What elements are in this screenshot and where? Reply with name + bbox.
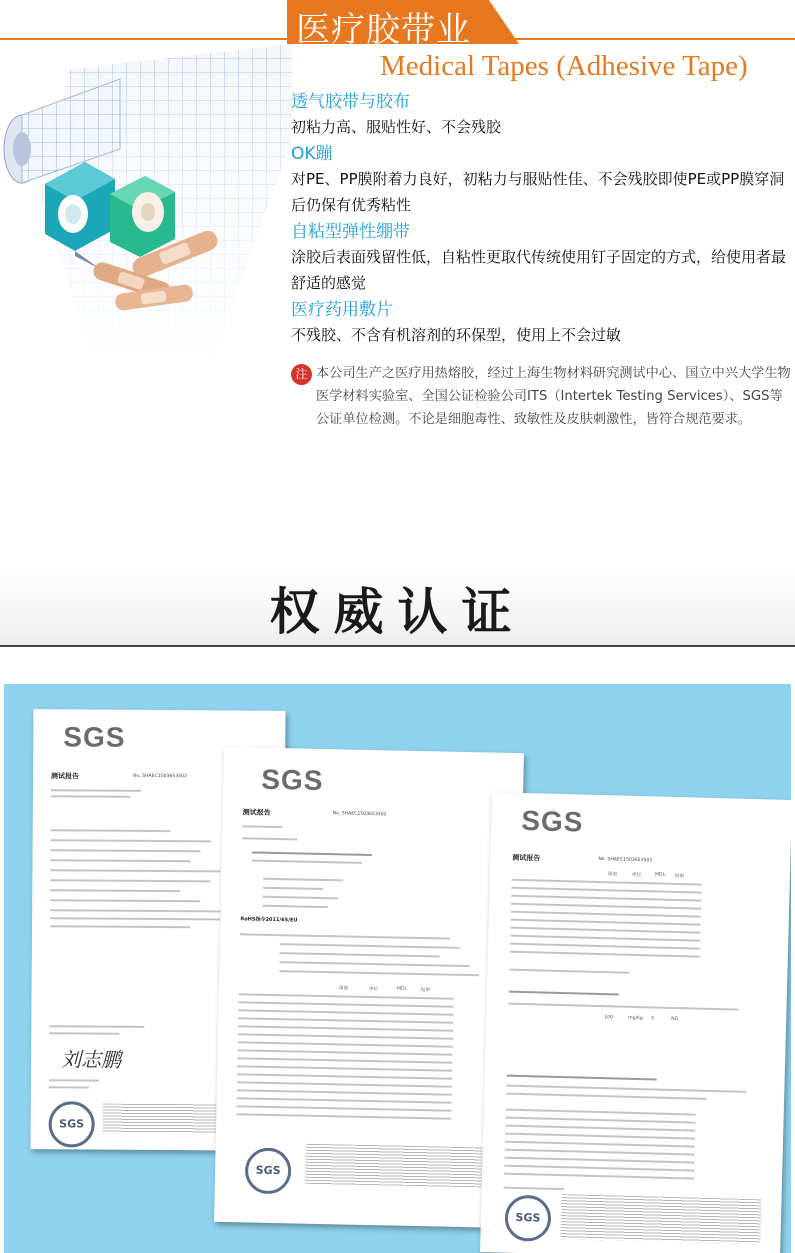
- report-number: No. SHAEC1503653502: [133, 773, 188, 780]
- feature-title: 透气胶带与胶布: [291, 92, 410, 112]
- feature-breathable-tape: [291, 90, 791, 140]
- report-heading: 测试报告: [51, 772, 80, 781]
- page-title: 医疗胶带业: [296, 10, 471, 50]
- certification-note: [291, 362, 791, 431]
- table-header-mdl: MDL: [396, 986, 408, 992]
- report-heading: 测试报告: [242, 808, 271, 817]
- report-number: No. SHAEC1503653502: [332, 811, 387, 818]
- section-heading: RoHS指令2011/65/EU: [240, 916, 298, 924]
- feature-body: 初粘力高、服贴性好、不会残胶: [291, 118, 502, 136]
- table-header-unit: 单位: [631, 872, 642, 879]
- header-bar: [0, 0, 795, 50]
- sgs-report-2: [214, 747, 524, 1228]
- sgs-seal: SGS: [504, 1195, 551, 1242]
- table-header-unit: 单位: [368, 987, 379, 993]
- feature-elastic-bandage: [291, 220, 791, 296]
- sgs-logo: SGS: [63, 721, 126, 753]
- table-value-unit: mg/kg: [628, 1015, 643, 1022]
- table-value-result: ND: [671, 1016, 679, 1023]
- feature-title: 自粘型弹性绷带: [291, 222, 410, 242]
- table-header-mdl: MDL: [654, 872, 666, 878]
- feature-medical-patch: [291, 298, 791, 348]
- note-badge: 注: [291, 364, 312, 385]
- table-header-limit: 限值: [338, 986, 349, 992]
- sgs-seal: SGS: [245, 1147, 292, 1194]
- page-subtitle: Medical Tapes (Adhesive Tape): [380, 50, 748, 82]
- feature-list: [291, 88, 791, 348]
- sgs-logo: SGS: [520, 804, 584, 838]
- feature-ok-bandage: [291, 142, 791, 218]
- certificates-panel: [4, 684, 791, 1253]
- signature: 刘志鹏: [61, 1047, 122, 1072]
- sgs-logo: SGS: [261, 763, 324, 796]
- table-header-result: 结果: [674, 873, 685, 880]
- feature-body: 对PE、PP膜附着力良好，初粘力与服贴性佳、不会残胶即使PE或PP膜穿洞后仍保有优秀粘性: [291, 170, 785, 214]
- table-value-limit: 100: [604, 1015, 614, 1021]
- certification-rule: [0, 645, 795, 647]
- certification-title: 权威认证: [269, 582, 526, 641]
- note-text: 本公司生产之医疗用热熔胶，经过上海生物材料研究测试中心、国立中兴大学生物医学材料实验室、全国公证检验公司ITS（Intertek Testing Services）、SGS等公证单位检测。不论是细胞毒性、致敏性及皮肤刺激性，皆符合规范要求。: [316, 366, 791, 427]
- feature-body: 不残胶、不含有机溶剂的环保型，使用上不会过敏: [291, 326, 622, 344]
- report-heading: 测试报告: [512, 853, 541, 863]
- sgs-report-3: [480, 792, 791, 1253]
- feature-title: 医疗药用敷片: [291, 300, 393, 320]
- table-value-mdl: 5: [651, 1016, 655, 1022]
- report-number: No. SHAEC1503653502: [598, 856, 653, 864]
- table-header-limit: 限值: [607, 872, 618, 878]
- feature-body: 涂胶后表面残留性低，自粘性更取代传统使用钉子固定的方式，给使用者最舒适的感觉: [291, 248, 787, 292]
- table-header-result: 结果: [420, 988, 431, 994]
- product-photo: [0, 44, 292, 364]
- feature-title: OK蹦: [291, 144, 333, 164]
- sgs-seal: SGS: [48, 1101, 94, 1147]
